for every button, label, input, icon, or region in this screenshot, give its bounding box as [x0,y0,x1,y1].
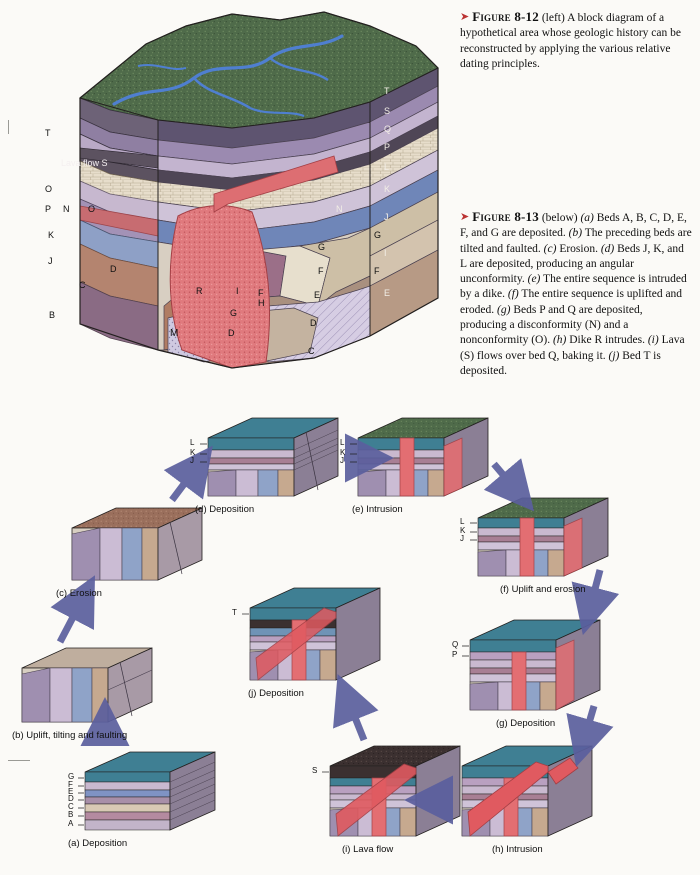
block-g [470,620,600,710]
svg-text:K: K [48,230,55,240]
svg-text:R: R [196,286,203,296]
step-label-j: (j) Deposition [248,688,304,699]
arrow-g-h [584,706,594,740]
step-label-i: (i) Lava flow [342,844,394,855]
step-label-a: (a) Deposition [68,838,128,849]
arrow-f-g [590,570,600,608]
figure-8-13-text: (a) Beds A, B, C, D, E, F, and G are deposited. (b) The preceding beds are tilted and faulted. (c) Erosion. (d) Beds J, K, and L are deposited, producing an angular unconformity. (e) The entire sequence is intruded by a dike. (f) The entire sequence is uplifted and eroded. (g) Beds P and Q are deposited, producing a disconformity (N) and a nonconformity (O). (h) Dike R intrudes. (i) Lava (S) flows over bed Q, baking it. (j) Bed T is deposited. [460,212,692,377]
svg-text:S: S [384,106,391,116]
svg-text:D: D [110,264,117,274]
svg-text:Q: Q [384,124,392,134]
svg-text:C: C [79,280,86,290]
tick-a-E: E [68,787,74,796]
tick-f-J: J [460,534,464,543]
tick-a-A: A [68,819,74,828]
tick-e-L: L [340,438,345,447]
arrow-i-j [348,700,364,740]
svg-text:F: F [318,266,324,276]
margin-mark [8,120,9,134]
svg-text:F: F [374,266,380,276]
svg-text:E: E [384,288,391,298]
tick-f-K: K [460,526,466,535]
block-diagram-8-12 [18,6,450,396]
svg-text:H: H [258,298,265,308]
svg-text:T: T [45,128,51,138]
svg-text:J: J [384,212,389,222]
svg-text:N: N [63,204,70,214]
block-f [478,498,608,576]
block-c [72,508,202,580]
svg-text:I: I [384,248,387,258]
block-b [22,648,152,722]
block-d [208,418,338,496]
step-label-f: (f) Uplift and erosion [500,584,586,595]
step-label-g: (g) Deposition [496,718,556,729]
tick-d-J: J [190,456,194,465]
caption-figure-8-12 [460,8,692,72]
caption-marker-icon: ➤ [460,11,470,23]
svg-text:I: I [236,286,239,296]
tick-d-L: L [190,438,195,447]
svg-text:F: F [258,288,264,298]
svg-text:D: D [228,328,235,338]
figure-8-13-position-note: (below) [541,212,578,224]
tick-a-F: F [68,780,73,789]
caption-figure-8-13 [460,208,692,379]
tick-g-P: P [452,650,458,659]
tick-i-S: S [312,766,318,775]
block-a [85,752,215,830]
step-label-e: (e) Intrusion [352,504,403,515]
arrow-b-c [60,600,82,642]
svg-text:E: E [314,290,321,300]
block-h [462,746,592,836]
svg-text:O: O [45,184,53,194]
step-label-d: (d) Deposition [195,504,255,515]
step-label-b: (b) Uplift, tilting and faulting [12,730,128,741]
svg-text:O: O [88,204,96,214]
block-j [250,588,380,680]
svg-text:M: M [170,328,179,339]
tick-e-K: K [340,448,346,457]
arrow-e-f [494,464,516,490]
step-label-h: (h) Intrusion [492,844,543,855]
svg-text:P: P [384,142,391,152]
step-label-c: (c) Erosion [56,588,102,599]
sequence-diagram-8-13 [0,400,700,870]
tick-a-C: C [68,802,74,811]
tick-a-B: B [68,810,74,819]
arrow-c-d [172,468,196,500]
block-e [358,418,488,496]
figure-8-13-number: Figure 8-13 [472,209,539,224]
tick-f-L: L [460,517,465,526]
tick-d-K: K [190,448,196,457]
figure-8-12-position-note: (left) [541,12,565,24]
tick-g-Q: Q [452,640,459,649]
svg-text:B: B [49,310,56,320]
svg-text:K: K [384,184,391,194]
svg-text:P: P [45,204,52,214]
tick-j-T: T [232,608,237,617]
tick-a-G: G [68,772,75,781]
block-i [330,746,460,836]
figure-8-12-number: Figure 8-12 [472,9,539,24]
figure-8-12-text: A block diagram of a hypothetical area whose geologic history can be reconstructed by applying the various relative dating principles. [460,12,681,70]
svg-text:G: G [374,230,382,240]
svg-text:D: D [310,318,317,328]
caption-marker-icon: ➤ [460,211,470,223]
lava-flow-label: Lava flow S [61,158,108,168]
svg-text:J: J [48,256,53,266]
svg-text:T: T [384,86,390,96]
svg-text:C: C [308,346,315,356]
tick-e-J: J [340,456,344,465]
svg-text:G: G [230,308,238,318]
svg-text:N: N [336,204,343,214]
tick-a-D: D [68,794,74,803]
svg-text:G: G [318,242,326,252]
svg-text:L: L [384,162,390,172]
